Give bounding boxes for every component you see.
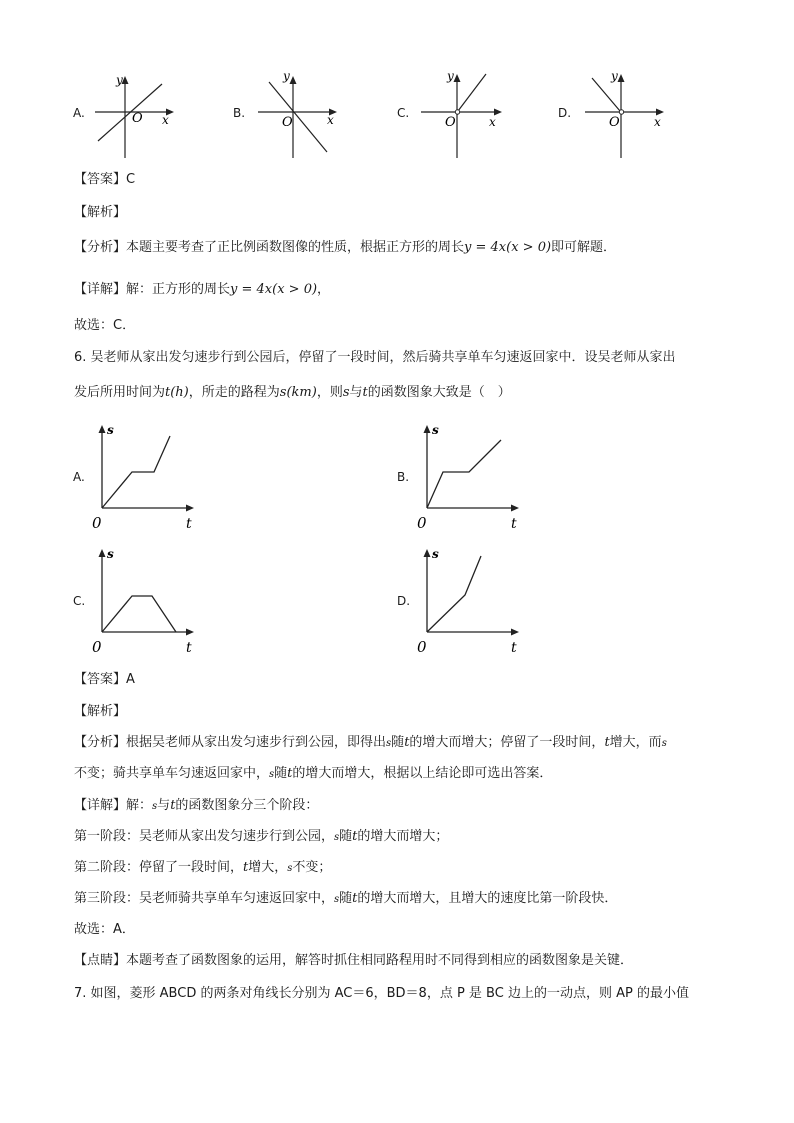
y-axis-arrow [618, 74, 625, 82]
fenxi-text: 不变；骑共享单车匀速返回家中， [74, 766, 270, 781]
q6-answer-line [74, 672, 135, 688]
x-label: t [511, 640, 517, 656]
q5-xiangjie-line [74, 282, 330, 298]
q6-stem-line2 [74, 385, 511, 401]
origin-hollow-point [455, 110, 459, 114]
q7-stem-line1: 7. 如图，菱形 ABCD 的两条对角线长分别为 AC＝6，BD＝8，点 P 是 BC 边上的一动点，则 AP 的最小值 [74, 986, 689, 1001]
var-s: s [152, 801, 158, 812]
var-t-h: t(h) [165, 385, 189, 400]
q6-stage1-line [74, 829, 448, 846]
var-t: t [404, 735, 410, 750]
origin-label: O [445, 115, 456, 130]
origin-hollow-point [619, 110, 623, 114]
fenxi-text-end: 即可解题． [551, 240, 617, 255]
var-s: s [661, 738, 667, 749]
q5-choose-line: 故选：C． [74, 318, 136, 333]
origin-label: 0 [92, 514, 102, 532]
q6-stage2-line [74, 860, 331, 877]
var-s: s [287, 863, 293, 874]
origin-label: O [132, 111, 143, 126]
q6-graph-d [415, 544, 525, 659]
q6-graph-a [90, 420, 200, 535]
function-graph [427, 556, 481, 632]
var-t: t [287, 766, 293, 781]
function-graph [102, 596, 176, 632]
xiangjie-tag: 【详解】 [74, 282, 127, 297]
q5-graph-d [582, 70, 672, 160]
q6-dianjing-line [74, 953, 633, 969]
q6-xiangjie-line [74, 798, 318, 815]
x-axis-arrow [511, 505, 519, 512]
origin-label: 0 [417, 638, 427, 656]
y-axis-arrow [99, 425, 106, 433]
stage-text: 第二阶段：停留了一段时间， [74, 860, 244, 875]
xiangjie-text-end: ， [317, 282, 331, 297]
y-label: s [432, 423, 439, 437]
q6-stem-line1: 6. 吴老师从家出发匀速步行到公园后，停留了一段时间，然后骑共享单车匀速返回家中．设吴老师从家出 [74, 350, 676, 365]
stage-text: 增大， [248, 860, 288, 875]
function-line [458, 74, 486, 111]
var-t: t [604, 735, 610, 750]
q6-analysis-tag: 【解析】 [74, 704, 127, 719]
var-s: s [334, 832, 340, 843]
stage-text: 随 [339, 829, 353, 844]
option-label-b: B. [233, 106, 246, 120]
q5-graph-b [255, 70, 345, 160]
y-axis-arrow [424, 425, 431, 433]
var-t: t [352, 891, 358, 906]
q6-option-label-a: A. [73, 470, 85, 484]
fenxi-text: 增大，而 [609, 735, 662, 750]
q6-graph-b [415, 420, 525, 535]
option-label-c: C. [397, 106, 410, 120]
q5-answer-line [74, 172, 135, 188]
q6-stem-text: 与 [349, 385, 363, 400]
var-t: t [243, 860, 249, 875]
q6-stem-text: ，则 [316, 385, 343, 400]
x-axis-arrow [186, 629, 194, 636]
y-axis-arrow [424, 549, 431, 557]
q6-stage3-line [74, 891, 617, 908]
x-label: t [186, 640, 192, 656]
fenxi-tag: 【分析】 [74, 240, 127, 255]
function-line [269, 82, 327, 152]
answer-tag: 【答案】 [74, 672, 127, 687]
q5-fenxi-line [74, 240, 616, 256]
y-label: y [447, 69, 454, 83]
var-s: s [334, 894, 340, 905]
var-t: t [352, 829, 358, 844]
y-label: s [432, 547, 439, 561]
var-s: s [269, 769, 275, 780]
stage-text: 随 [339, 891, 353, 906]
origin-label: O [609, 115, 620, 130]
function-graph [102, 436, 170, 508]
xiangjie-formula: y = 4x(x > 0) [230, 282, 318, 297]
q6-stem-text: 的函数图象大致是（ ） [367, 385, 511, 400]
y-axis-arrow [99, 549, 106, 557]
option-label-d: D. [558, 106, 572, 120]
fenxi-tag: 【分析】 [74, 735, 127, 750]
var-s: s [386, 738, 392, 749]
fenxi-formula: y = 4x(x > 0) [464, 240, 552, 255]
x-label: x [162, 113, 169, 127]
y-label: y [611, 69, 618, 83]
stage-text: 第一阶段：吴老师从家出发匀速步行到公园， [74, 829, 335, 844]
x-axis-arrow [186, 505, 194, 512]
q6-choose-line: 故选：A． [74, 922, 135, 937]
origin-label: 0 [92, 638, 102, 656]
xiangjie-text: 解：正方形的周长 [126, 282, 231, 297]
dianjing-text: 本题考查了函数图象的运用，解答时抓住相同路程用时不同得到相应的函数图象是关键． [126, 953, 634, 968]
fenxi-text: 根据吴老师从家出发匀速步行到公园，即得出 [126, 735, 387, 750]
stage-text: 的增大而增大； [357, 829, 449, 844]
x-label: x [654, 115, 661, 129]
x-label: t [511, 516, 517, 532]
xiangjie-text: 解： [126, 798, 153, 813]
var-s-km: s(km) [279, 385, 317, 400]
answer-value: A [126, 672, 135, 687]
y-label: y [283, 69, 290, 83]
var-s: s [342, 385, 350, 400]
var-t: t [362, 385, 368, 400]
origin-label: O [282, 115, 293, 130]
x-label: x [489, 115, 496, 129]
x-label: x [327, 113, 334, 127]
q6-stem-text: 发后所用时间为 [74, 385, 166, 400]
stage-text: 第三阶段：吴老师骑共享单车匀速返回家中， [74, 891, 335, 906]
y-label: y [116, 73, 123, 87]
answer-value: C [126, 172, 136, 187]
origin-label: 0 [417, 514, 427, 532]
q5-graph-c [418, 70, 508, 160]
xiangjie-text: 的函数图象分三个阶段： [175, 798, 319, 813]
y-label: s [107, 547, 114, 561]
stage-text: 不变； [292, 860, 332, 875]
dianjing-tag: 【点睛】 [74, 953, 127, 968]
q5-analysis-tag: 【解析】 [74, 205, 127, 220]
q6-graph-c [90, 544, 200, 659]
option-label-a: A. [73, 106, 85, 120]
y-axis-arrow [290, 76, 297, 84]
stage-text: 的增大而增大，且增大的速度比第一阶段快． [357, 891, 618, 906]
fenxi-text: 的增大而增大；停留了一段时间， [409, 735, 605, 750]
xiangjie-tag: 【详解】 [74, 798, 127, 813]
q6-option-label-c: C. [73, 594, 86, 608]
q6-stem-text: ，所走的路程为 [188, 385, 280, 400]
xiangjie-text: 与 [157, 798, 171, 813]
answer-tag: 【答案】 [74, 172, 127, 187]
function-graph [427, 440, 501, 508]
y-axis-arrow [454, 74, 461, 82]
fenxi-text: 的增大而增大，根据以上结论即可选出答案． [292, 766, 553, 781]
x-label: t [186, 516, 192, 532]
q6-option-label-d: D. [397, 594, 411, 608]
x-axis-arrow [511, 629, 519, 636]
fenxi-text: 随 [391, 735, 405, 750]
q6-fenxi-line1 [74, 735, 667, 752]
fenxi-text: 随 [274, 766, 288, 781]
var-t: t [170, 798, 176, 813]
y-label: s [107, 423, 114, 437]
q6-option-label-b: B. [397, 470, 410, 484]
q6-fenxi-line2 [74, 766, 552, 783]
fenxi-text: 本题主要考查了正比例函数图像的性质，根据正方形的周长 [126, 240, 465, 255]
q5-graph-a [92, 70, 182, 160]
